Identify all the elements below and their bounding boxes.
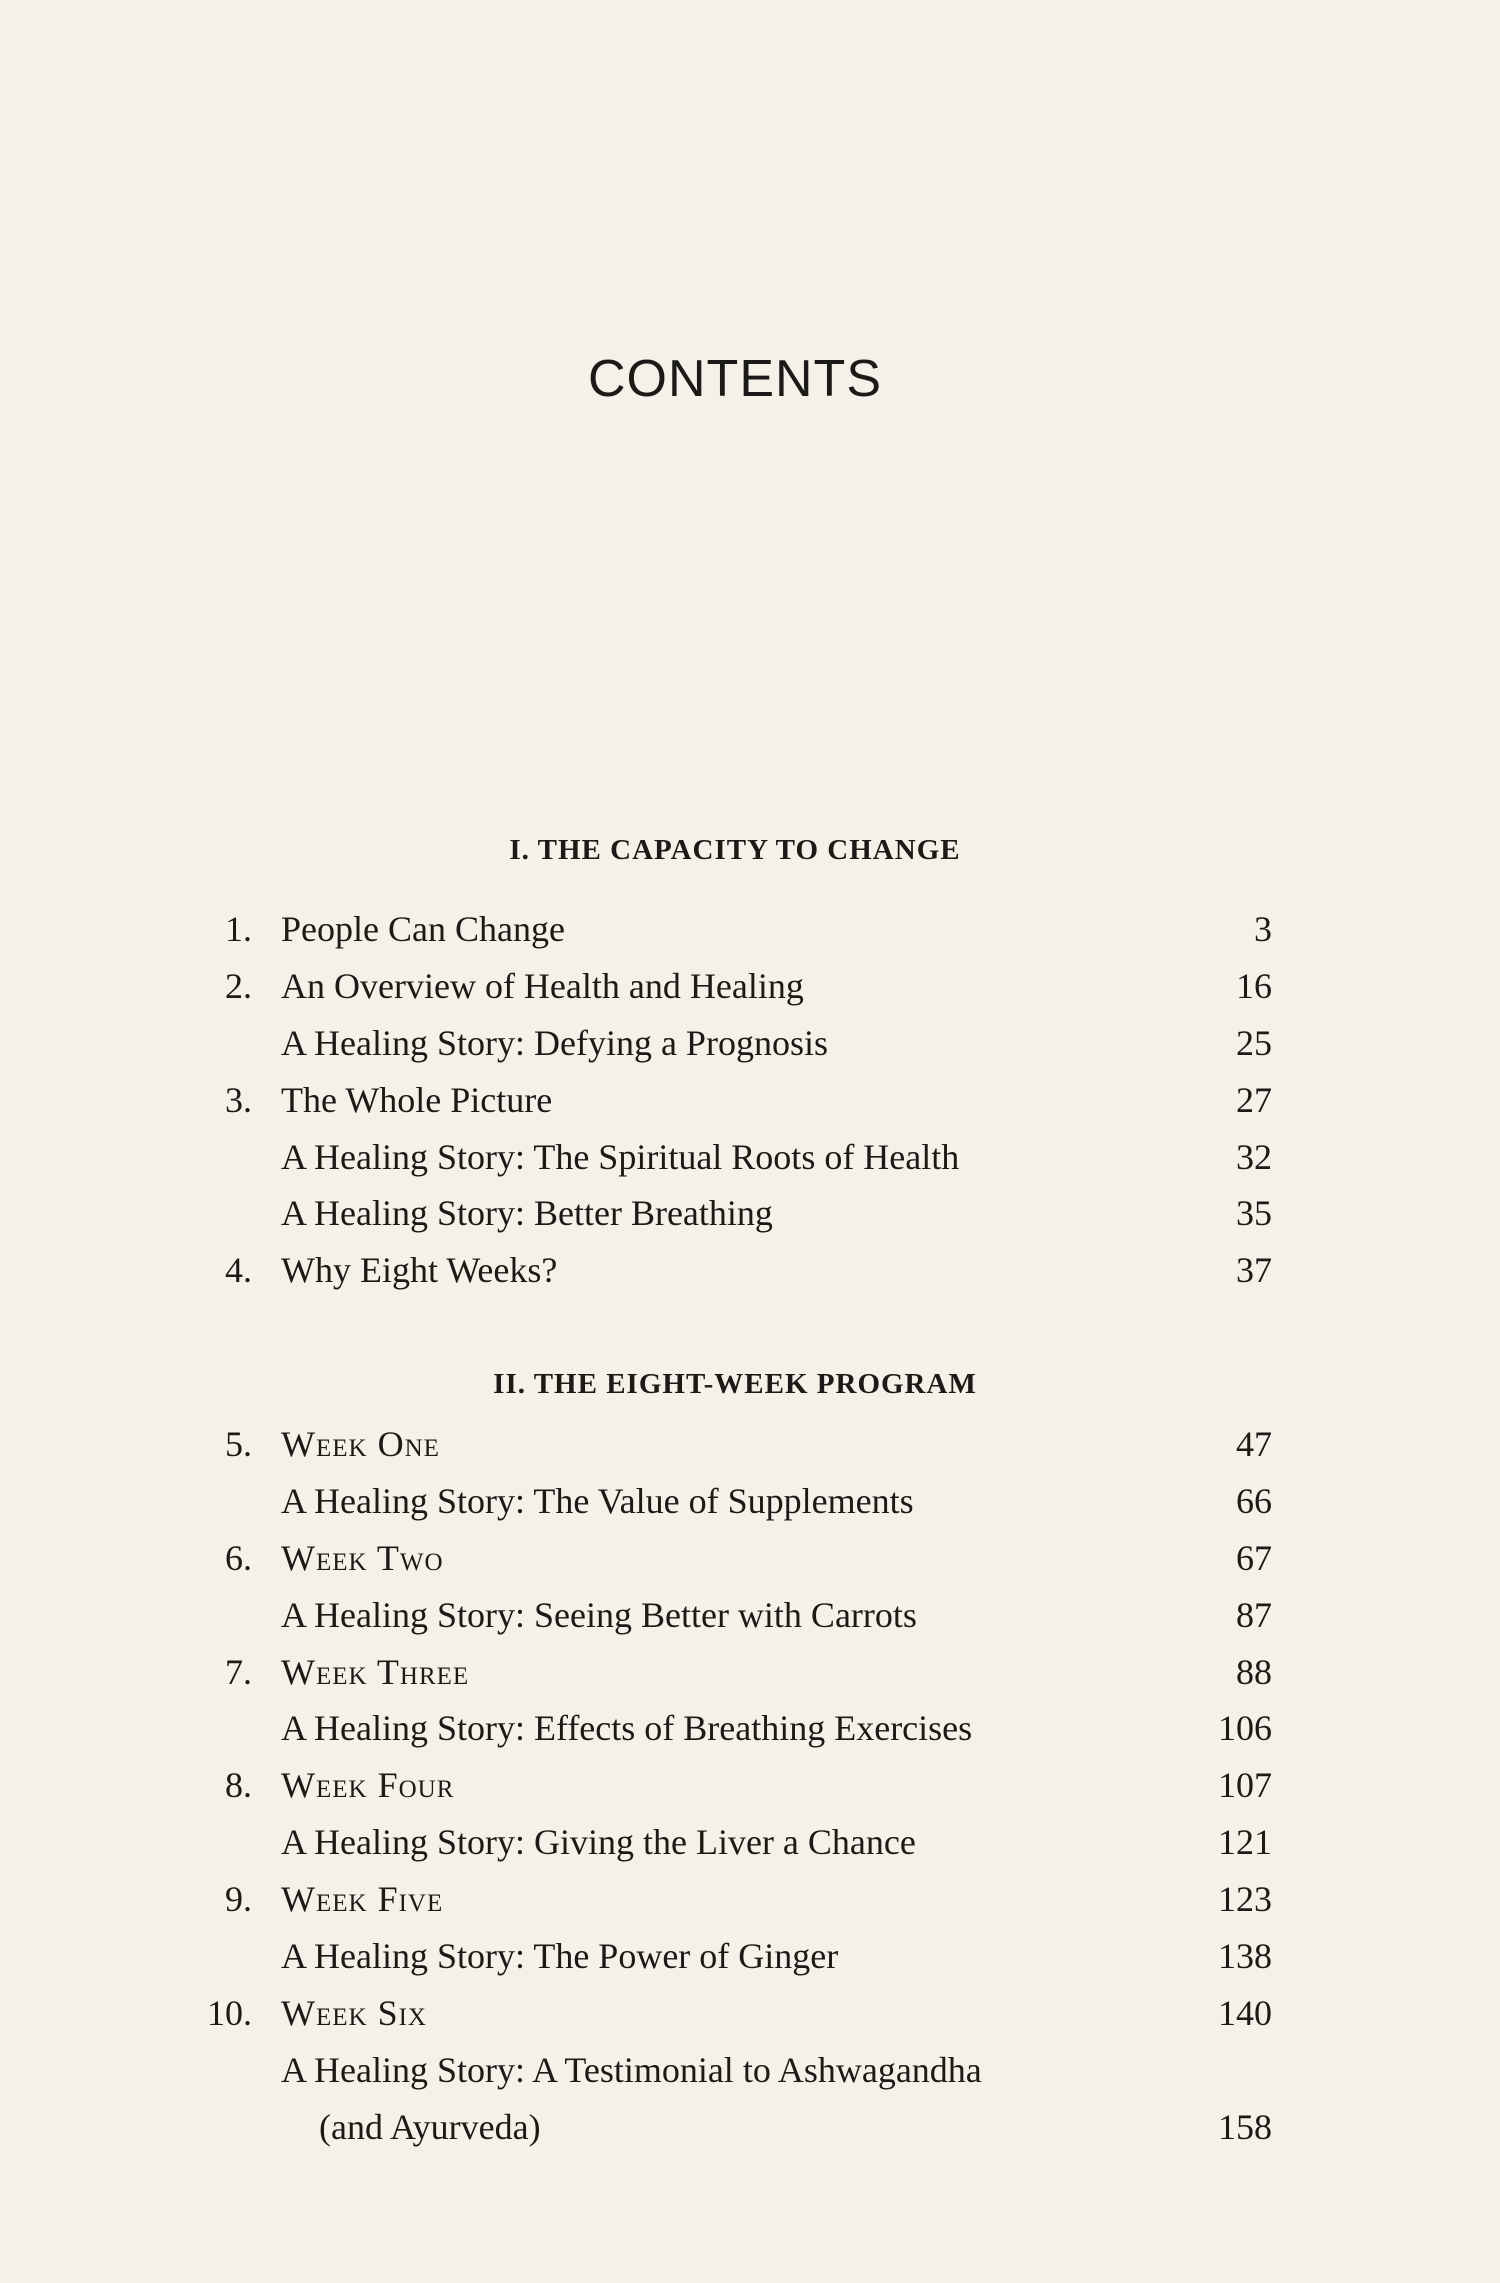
page-number: 88 [1236, 1651, 1272, 1692]
entry-title: An Overview of Health and Healing [281, 965, 804, 1006]
entry-title: Week Five [281, 1879, 444, 1920]
entry-title: A Healing Story: Seeing Better with Carrots [281, 1594, 917, 1635]
entry-title: The Whole Picture [281, 1079, 553, 1120]
entry-title: Week Four [281, 1765, 455, 1806]
entry-title: A Healing Story: A Testimonial to Ashwagandha [281, 2049, 982, 2090]
page-number: 27 [1236, 1079, 1272, 1120]
page-title: CONTENTS [588, 349, 882, 408]
toc-entry [0, 1871, 1500, 1928]
entry-title: People Can Change [281, 909, 565, 949]
entry-title: Week Six [281, 1992, 427, 2033]
page-number: 87 [1236, 1594, 1272, 1635]
chapter-number: 9. [225, 1879, 252, 1920]
page-number: 140 [1218, 1992, 1272, 2033]
toc-entry [0, 1757, 1500, 1814]
chapter-number: 4. [225, 1250, 252, 1291]
toc-entry [0, 1072, 1500, 1129]
entry-title: A Healing Story: The Spiritual Roots of Health [281, 1136, 960, 1177]
page-number: 106 [1218, 1708, 1272, 1749]
toc-list-part-1 [0, 901, 1500, 1299]
chapter-number: 2. [225, 965, 252, 1006]
page-number: 16 [1236, 965, 1272, 1006]
chapter-number: 5. [225, 1424, 252, 1464]
entry-title: Week One [281, 1424, 440, 1464]
chapter-number: 3. [225, 1079, 252, 1120]
page-number: 25 [1236, 1022, 1272, 1063]
chapter-number: 1. [225, 909, 252, 949]
toc-entry [0, 1644, 1500, 1701]
toc-entry [0, 1700, 1500, 1757]
page-number: 66 [1236, 1480, 1272, 1521]
page-number: 107 [1218, 1765, 1272, 1806]
entry-title: A Healing Story: Better Breathing [281, 1193, 773, 1234]
toc-entry [0, 1587, 1500, 1644]
toc-entry [0, 1928, 1500, 1985]
toc-list-part-2 [0, 1416, 1500, 2156]
toc-entry [0, 1185, 1500, 1242]
entry-title: A Healing Story: Defying a Prognosis [281, 1022, 828, 1063]
page-number: 32 [1236, 1136, 1272, 1177]
toc-entry [0, 1416, 1500, 1473]
page-number: 3 [1254, 909, 1272, 949]
toc-entry [0, 1473, 1500, 1530]
entry-title-continuation: (and Ayurveda) [319, 2106, 541, 2147]
part-heading-2: II. THE EIGHT-WEEK PROGRAM [493, 1368, 977, 1400]
page-number: 35 [1236, 1193, 1272, 1234]
part-heading-1: I. THE CAPACITY TO CHANGE [509, 834, 961, 866]
toc-entry [0, 1242, 1500, 1299]
toc-entry [0, 1015, 1500, 1072]
entry-title: Week Three [281, 1651, 470, 1692]
toc-entry [0, 1814, 1500, 1871]
toc-entry [0, 1129, 1500, 1186]
page-number: 121 [1218, 1822, 1272, 1863]
chapter-number: 7. [225, 1651, 252, 1692]
entry-title-multiline [281, 2042, 982, 2156]
chapter-number: 6. [225, 1537, 252, 1578]
toc-entry [0, 958, 1500, 1015]
page-number: 123 [1218, 1879, 1272, 1920]
toc-entry [0, 1530, 1500, 1587]
entry-title: A Healing Story: Effects of Breathing Exercises [281, 1708, 973, 1749]
page-number: 67 [1236, 1537, 1272, 1578]
entry-title: A Healing Story: The Power of Ginger [281, 1936, 839, 1977]
toc-entry [0, 901, 1500, 958]
toc-entry [0, 2042, 1500, 2156]
entry-title: A Healing Story: The Value of Supplements [281, 1480, 914, 1521]
page-number: 138 [1218, 1936, 1272, 1977]
chapter-number: 8. [225, 1765, 252, 1806]
entry-title: A Healing Story: Giving the Liver a Chance [281, 1822, 916, 1863]
page-number: 37 [1236, 1250, 1272, 1291]
toc-entry [0, 1985, 1500, 2042]
page-number: 158 [1218, 2106, 1272, 2147]
chapter-number: 10. [207, 1992, 252, 2033]
page-number: 47 [1236, 1424, 1272, 1464]
entry-title: Week Two [281, 1537, 444, 1578]
entry-title: Why Eight Weeks? [281, 1250, 558, 1291]
